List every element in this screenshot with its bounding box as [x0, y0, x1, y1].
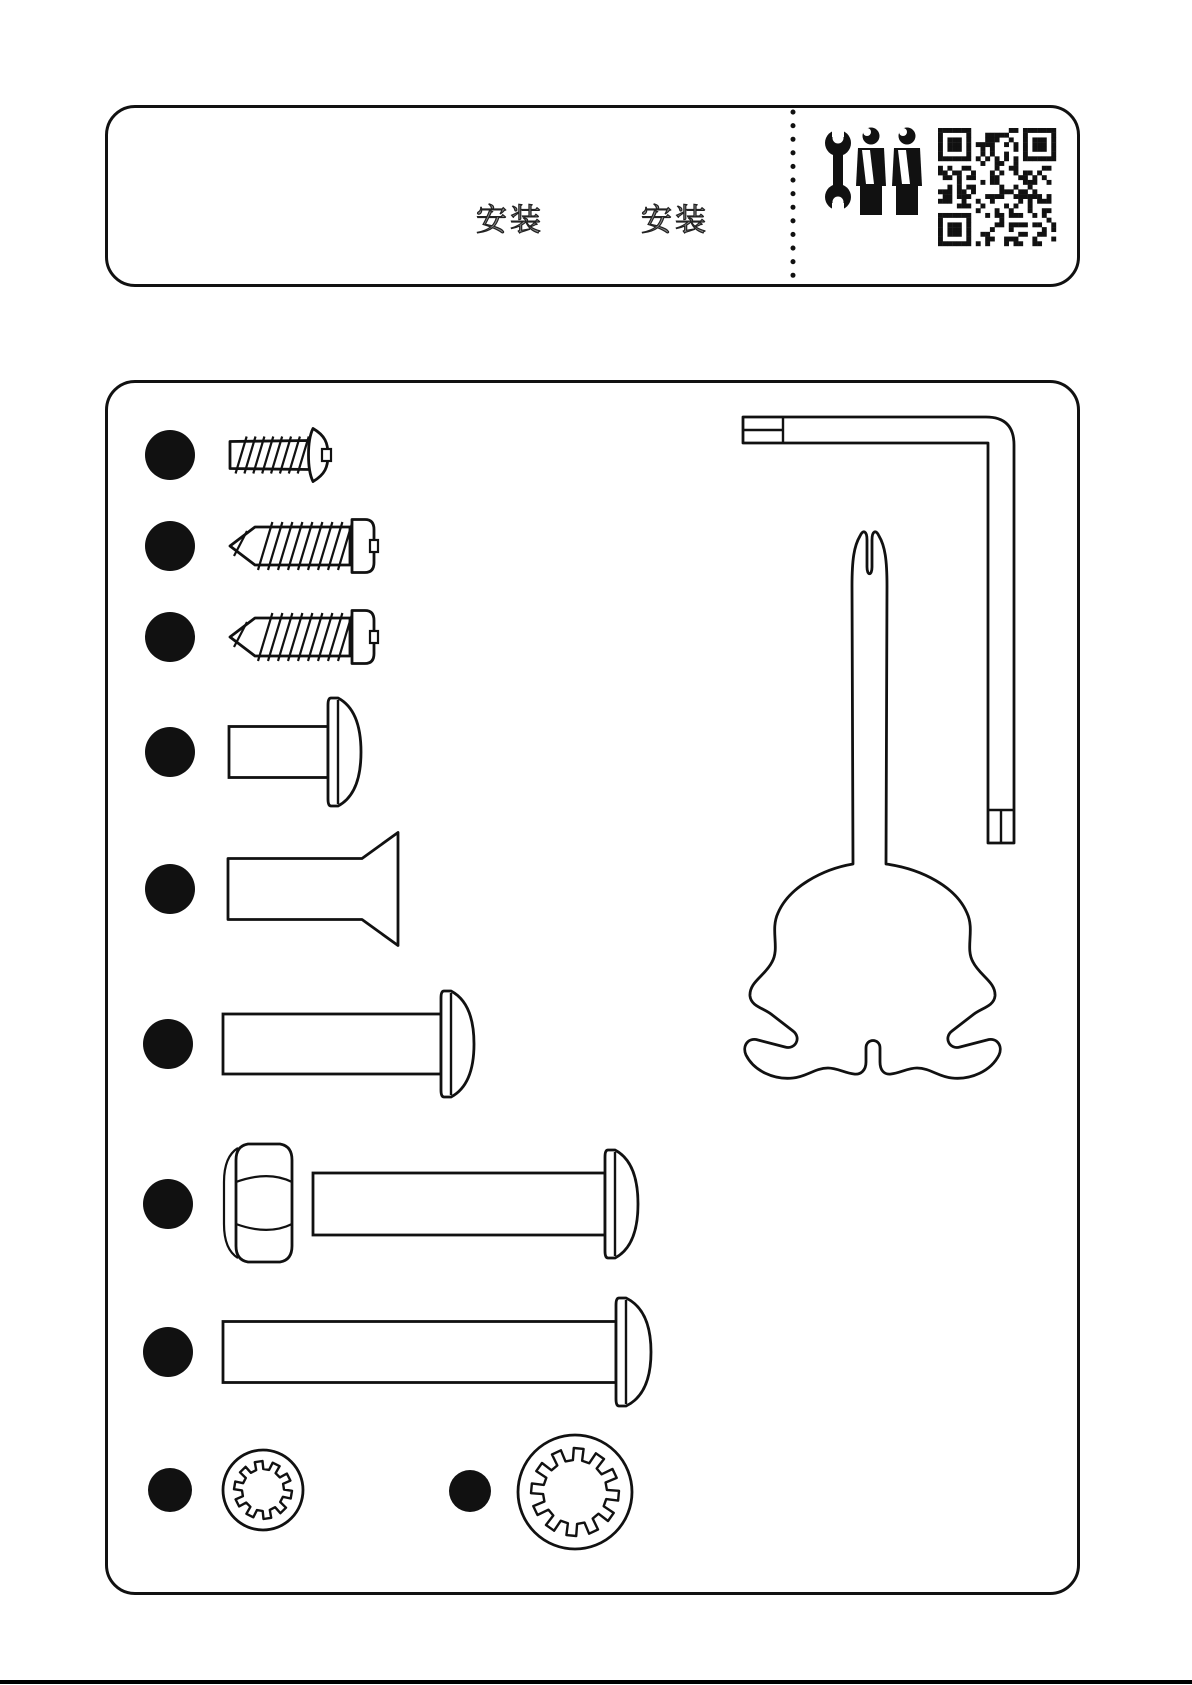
install-label-1: 安装 — [476, 202, 544, 239]
header-panel — [105, 105, 1080, 287]
parts-panel — [105, 380, 1080, 1595]
page-footer-rule — [0, 1680, 1192, 1684]
install-label-2: 安装 — [641, 202, 709, 239]
